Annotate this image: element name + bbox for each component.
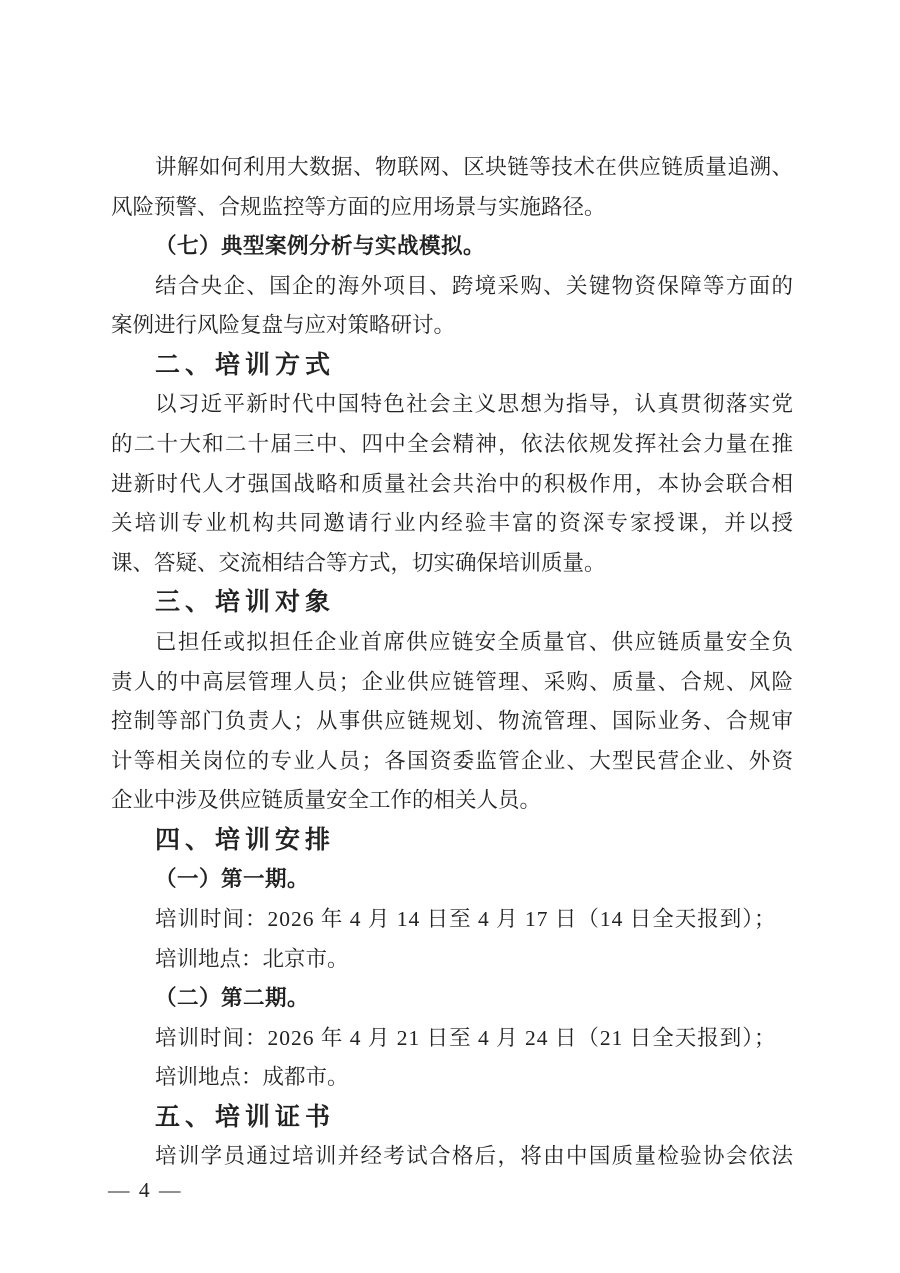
paragraph-line: 案例进行风险复盘与应对策略研讨。 [111, 313, 456, 338]
paragraph-line: 关培训专业机构共同邀请行业内经验丰富的资深专家授课，并以授 [111, 511, 793, 536]
training-location-line: 培训地点：成都市。 [155, 1065, 349, 1090]
subsection-heading-session-1: （一）第一期。 [155, 867, 310, 892]
paragraph-line: 计等相关岗位的专业人员；各国资委监管企业、大型民营企业、外资 [111, 748, 793, 773]
training-location-line: 培训地点：北京市。 [155, 946, 349, 971]
section-heading-training-certificate: 五、培训证书 [155, 1102, 336, 1131]
paragraph-line: 进新时代人才强国战略和质量社会共治中的积极作用，本协会联合相 [111, 471, 793, 496]
paragraph-line: 风险预警、合规监控等方面的应用场景与实施路径。 [111, 194, 606, 219]
paragraph-line: 培训学员通过培训并经考试合格后，将由中国质量检验协会依法 [155, 1144, 793, 1169]
page-number: — 4 — [108, 1178, 183, 1202]
document-body [111, 148, 793, 1177]
section-heading-training-audience: 三、培训对象 [155, 588, 336, 617]
paragraph-line: 控制等部门负责人；从事供应链规划、物流管理、国际业务、合规审 [111, 709, 793, 734]
paragraph-line: 以习近平新时代中国特色社会主义思想为指导，认真贯彻落实党 [155, 392, 793, 417]
paragraph-line: 已担任或拟担任企业首席供应链安全质量官、供应链质量安全负 [155, 629, 793, 654]
subsection-heading-session-2: （二）第二期。 [155, 986, 310, 1011]
paragraph-line: 责人的中高层管理人员；企业供应链管理、采购、质量、合规、风险 [111, 669, 793, 694]
paragraph-line: 课、答疑、交流相结合等方式，切实确保培训质量。 [111, 550, 606, 575]
subsection-heading-7: （七）典型案例分析与实战模拟。 [155, 234, 486, 259]
paragraph-line: 企业中涉及供应链质量安全工作的相关人员。 [111, 788, 542, 813]
paragraph-line: 讲解如何利用大数据、物联网、区块链等技术在供应链质量追溯、 [155, 155, 793, 179]
section-heading-training-schedule: 四、培训安排 [155, 825, 336, 854]
paragraph-line: 的二十大和二十届三中、四中全会精神，依法依规发挥社会力量在推 [111, 432, 793, 457]
training-time-line: 培训时间：2026 年 4 月 21 日至 4 月 24 日（21 日全天报到）； [155, 1025, 777, 1050]
section-heading-training-method: 二、培训方式 [155, 350, 336, 379]
paragraph-line: 结合央企、国企的海外项目、跨境采购、关键物资保障等方面的 [155, 273, 793, 298]
training-time-line: 培训时间：2026 年 4 月 14 日至 4 月 17 日（14 日全天报到）； [155, 906, 777, 931]
